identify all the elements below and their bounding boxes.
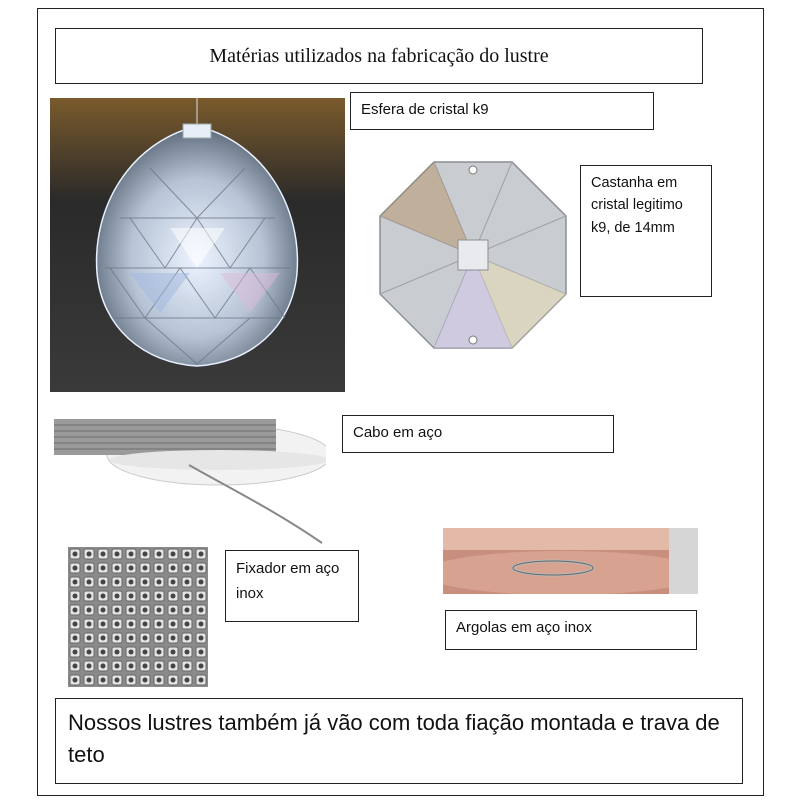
ring-photo [443, 528, 698, 594]
label-ring: Argolas em aço inox [445, 610, 697, 650]
label-sphere: Esfera de cristal k9 [350, 92, 654, 130]
label-octagon: Castanha em cristal legitimo k9, de 14mm [580, 165, 712, 297]
label-crimp: Fixador em aço inox [225, 550, 359, 622]
crystal-sphere-photo [50, 98, 345, 392]
label-cable: Cabo em aço [342, 415, 614, 453]
crimp-tubes-photo [68, 547, 208, 687]
octagon-crystal-photo [378, 160, 568, 350]
steel-cable-photo [54, 415, 326, 545]
page-title: Matérias utilizados na fabricação do lustre [55, 28, 703, 84]
footer-note: Nossos lustres também já vão com toda fiação montada e trava de teto [55, 698, 743, 784]
